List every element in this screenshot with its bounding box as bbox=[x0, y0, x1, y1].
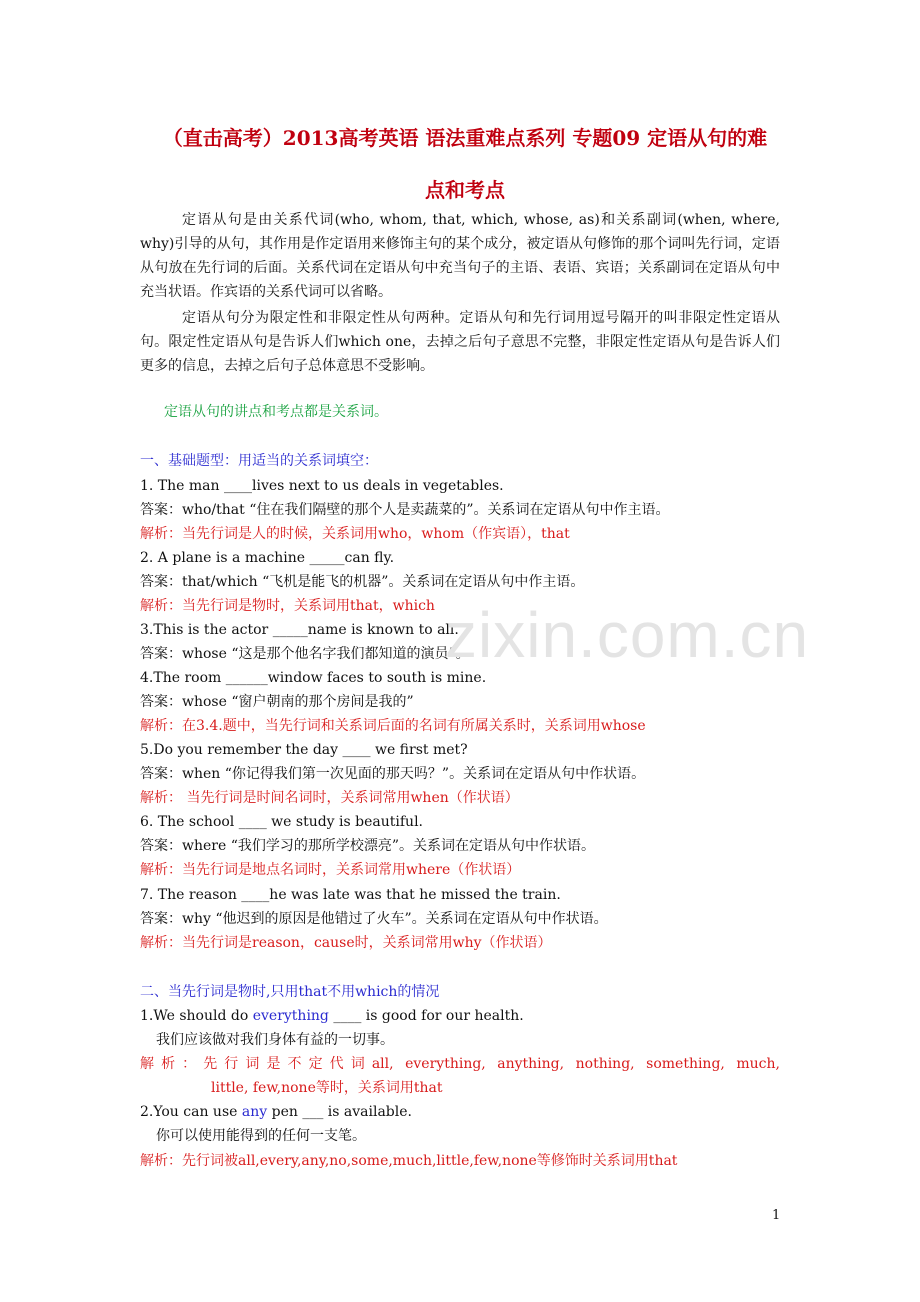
section2-question-1 bbox=[140, 1006, 524, 1026]
key-point: 定语从句的讲点和考点都是关系词。 bbox=[164, 404, 388, 420]
section2-explanation-2: 解析：先行词被all,every,any,no,some,much,little,few,none等修饰时关系词用that bbox=[140, 1153, 678, 1169]
intro-paragraph-1: 定语从句是由关系代词(who, whom, that, which, whose, as)和关系副词(when, where, why)引导的从句，其作用是作定语用来修饰主句的某个成分，被定语从句修饰的那个词叫先行词，定语从句放在先行词的后面。关系代词在定语从句中充当句子的主语、表语、宾语；关系副词在定语从句中充当状语。作宾语的关系代词可以省略。 bbox=[140, 212, 780, 300]
answer-2: 答案：that/which “飞机是能飞的机器”。关系词在定语从句中作主语。 bbox=[140, 574, 585, 590]
question-text-post: ____ is good for our health. bbox=[328, 1008, 524, 1024]
answer-4: 答案：whose “窗户朝南的那个房间是我的” bbox=[140, 694, 414, 710]
question-text-post: pen ___ is available. bbox=[267, 1104, 412, 1120]
question-5: 5.Do you remember the day ____ we first met? bbox=[140, 742, 468, 758]
question-6: 6. The school ____ we study is beautiful. bbox=[140, 814, 423, 830]
title-line-2: 点和考点 bbox=[425, 178, 505, 202]
title-line-1: （直击高考）2013高考英语 语法重难点系列 专题09 定语从句的难 bbox=[162, 126, 768, 150]
question-text-pre: 1.We should do bbox=[140, 1008, 253, 1024]
section2-explanation-1-line1: 解析：先行词是不定代词all, everything, anything, nothing, something, much, bbox=[140, 1056, 780, 1072]
section2-translation-1: 我们应该做对我们身体有益的一切事。 bbox=[156, 1032, 394, 1048]
explanation-2: 解析：当先行词是物时，关系词用that，which bbox=[140, 598, 435, 614]
answer-7: 答案：why “他迟到的原因是他错过了火车”。关系词在定语从句中作状语。 bbox=[140, 911, 608, 927]
section2-translation-2: 你可以使用能得到的任何一支笔。 bbox=[156, 1128, 366, 1144]
question-1: 1. The man ____lives next to us deals in vegetables. bbox=[140, 478, 504, 494]
watermark: zixin.com.cn bbox=[445, 599, 810, 671]
keyword-everything: everything bbox=[252, 1008, 329, 1024]
intro-paragraph-2: 定语从句分为限定性和非限定性从句两种。定语从句和先行词用逗号隔开的叫非限定性定语从句。限定性定语从句是告诉人们which one，去掉之后句子意思不完整，非限定性定语从句是告诉人们更多的信息，去掉之后句子总体意思不受影响。 bbox=[140, 310, 780, 374]
answer-3: 答案：whose “这是那个他名字我们都知道的演员”。 bbox=[140, 646, 470, 662]
section1-heading: 一、基础题型：用适当的关系词填空： bbox=[140, 453, 378, 469]
answer-5: 答案：when “你记得我们第一次见面的那天吗？”。关系词在定语从句中作状语。 bbox=[140, 766, 646, 782]
explanation-1: 解析：当先行词是人的时候，关系词用who，whom（作宾语），that bbox=[140, 526, 570, 542]
explanation-3-4: 解析：在3.4.题中，当先行词和关系词后面的名词有所属关系时，关系词用whose bbox=[140, 718, 646, 734]
explanation-7: 解析：当先行词是reason，cause时，关系词常用why（作状语） bbox=[140, 935, 552, 951]
answer-1: 答案：who/that “住在我们隔壁的那个人是卖蔬菜的”。关系词在定语从句中作主语。 bbox=[140, 502, 670, 518]
page-number: 1 bbox=[772, 1208, 781, 1223]
explanation-6: 解析：当先行词是地点名词时，关系词常用where（作状语） bbox=[140, 862, 521, 878]
question-2: 2. A plane is a machine _____can fly. bbox=[140, 550, 395, 566]
question-4: 4.The room ______window faces to south is mine. bbox=[140, 670, 487, 686]
question-3: 3.This is the actor _____name is known to all. bbox=[140, 622, 459, 638]
answer-6: 答案：where “我们学习的那所学校漂亮”。关系词在定语从句中作状语。 bbox=[140, 838, 596, 854]
section2-heading: 二、当先行词是物时,只用that不用which的情况 bbox=[140, 984, 440, 1000]
question-text-pre: 2.You can use bbox=[140, 1104, 242, 1120]
keyword-any: any bbox=[241, 1104, 268, 1120]
section2-explanation-1-line2: little, few,none等时，关系词用that bbox=[211, 1080, 443, 1096]
section2-question-2 bbox=[140, 1102, 412, 1122]
explanation-5: 解析： 当先行词是时间名词时，关系词常用when（作状语） bbox=[140, 790, 519, 806]
question-7: 7. The reason ____he was late was that he missed the train. bbox=[140, 887, 561, 903]
